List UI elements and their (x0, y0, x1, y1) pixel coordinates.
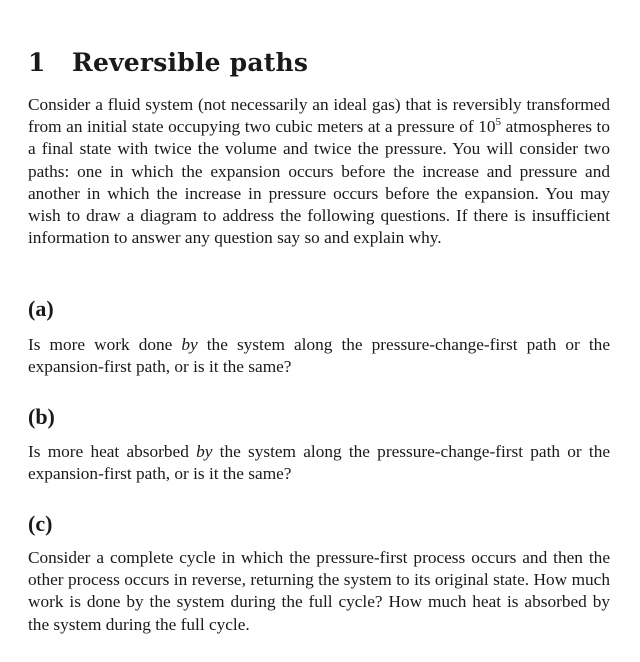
intro-text-start: Consider a fluid system (not necessarily an ideal gas) that is reversibly transformed from an initial state occupying two cubic meters at a pressure of 10 (28, 95, 610, 137)
intro-paragraph (28, 94, 610, 249)
part-a-question (28, 334, 610, 378)
intro-exponent: 5 (495, 116, 502, 129)
part-c-heading: (c) (28, 511, 53, 536)
section-number: 1 (28, 48, 46, 77)
part-a-text-end: the system along the pressure-change-first path or the expansion-first path, or is it the same? (28, 335, 610, 377)
part-a-emphasis: by (181, 335, 198, 354)
intro-text-end: atmospheres to a final state with twice the volume and twice the pressure. You will consider two paths: one in which the expansion occurs before the increase and pressure and another in which the increase in pressure occurs before the expansion. You may wish to draw a diagram to address the following questions. If there is insufficient information to answer any question say so and explain why. (28, 117, 610, 248)
part-b-text-start: Is more heat absorbed (28, 442, 197, 461)
part-a-heading: (a) (28, 296, 54, 321)
part-b-text-end: the system along the pressure-change-first path or the expansion-first path, or is it the same? (28, 442, 611, 484)
part-b-emphasis: by (196, 442, 213, 461)
part-b-question (28, 441, 610, 485)
part-b-heading: (b) (28, 404, 55, 429)
part-a-text-start: Is more work done (28, 335, 182, 354)
section-title: Reversible paths (72, 48, 309, 77)
part-c-question: Consider a complete cycle in which the pressure-first process occurs and then the other process occurs in reverse, returning the system to its original state. How much work is done by the system during the full cycle? How much heat is absorbed by the system during the full cycle. (28, 548, 610, 634)
section-heading (28, 48, 308, 77)
